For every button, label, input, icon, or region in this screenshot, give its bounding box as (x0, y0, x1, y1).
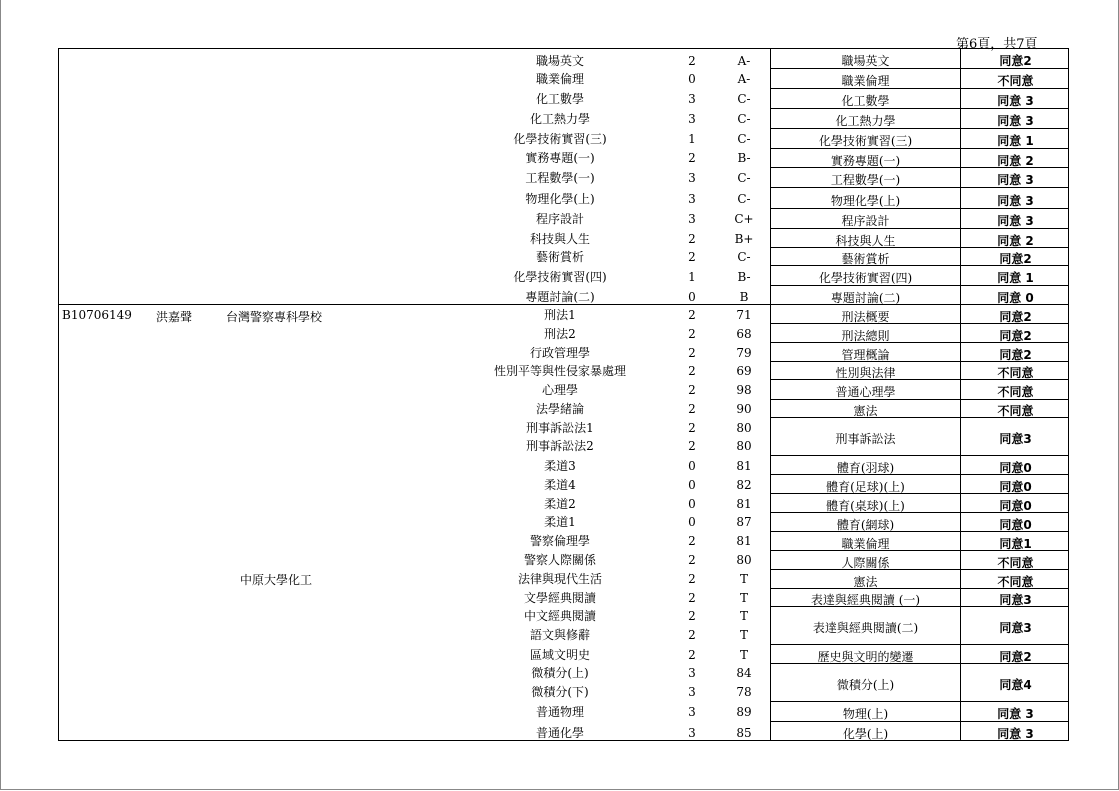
course-name: 性別平等與性侵家暴處理 (493, 364, 626, 378)
course-grade: 80 (736, 553, 752, 567)
equivalent-row (770, 109, 1069, 129)
equivalent-row (770, 551, 1069, 570)
decision-cell (960, 266, 1070, 285)
decision-cell (960, 532, 1070, 550)
equivalent-row (770, 400, 1069, 418)
decision-cell (960, 570, 1070, 588)
equivalent-course: 管理概論 (841, 348, 890, 362)
course-grade: T (739, 609, 748, 623)
equivalent-course: 表達與經典閱讀(二) (812, 621, 919, 635)
course-grade: 81 (736, 497, 752, 511)
equivalent-course: 憲法 (853, 404, 878, 418)
approval-decision: 同意 3 (997, 214, 1034, 228)
course-name: 法律與現代生活 (517, 572, 602, 586)
equivalent-course: 科技與人生 (835, 234, 896, 248)
decision-cell (960, 188, 1070, 208)
equivalent-course: 化學(上) (842, 727, 889, 741)
decision-cell (960, 209, 1070, 228)
course-grade: A- (737, 72, 751, 86)
course-grade: C- (737, 132, 751, 146)
decision-cell (960, 400, 1070, 417)
approval-decision: 同意 1 (997, 134, 1034, 148)
student-name: 洪嘉聲 (156, 310, 193, 324)
equivalent-course: 性別與法律 (835, 366, 896, 380)
course-grade: T (739, 572, 748, 586)
course-grade: C- (737, 92, 751, 106)
course-name: 區域文明史 (529, 648, 590, 662)
approval-decision: 同意0 (999, 480, 1032, 494)
approval-decision: 不同意 (997, 575, 1034, 589)
approval-decision: 同意0 (999, 499, 1032, 513)
equivalent-row (770, 49, 1069, 69)
course-grade: C- (737, 250, 751, 264)
equivalent-row (770, 475, 1069, 494)
approval-decision: 同意2 (999, 310, 1032, 324)
decision-cell (960, 702, 1070, 721)
equivalent-course: 化工熱力學 (835, 114, 896, 128)
course-credit: 3 (688, 726, 696, 740)
decision-cell (960, 589, 1070, 606)
original-school-2: 中原大學化工 (240, 573, 313, 587)
course-credit: 2 (688, 232, 696, 246)
course-grade: 90 (736, 402, 752, 416)
equivalent-course: 人際關係 (841, 556, 890, 570)
decision-cell (960, 49, 1070, 68)
course-name: 刑法1 (544, 308, 576, 322)
decision-cell (960, 109, 1070, 128)
course-name: 程序設計 (535, 212, 584, 226)
equivalent-row (770, 513, 1069, 532)
approval-decision: 同意2 (999, 650, 1032, 664)
equivalent-row (770, 532, 1069, 551)
equivalent-course: 微積分(上) (836, 678, 895, 692)
course-credit: 2 (688, 364, 696, 378)
course-name: 柔道2 (544, 497, 576, 511)
course-grade: C+ (734, 212, 754, 226)
equivalent-course: 體育(網球) (836, 518, 895, 532)
approval-decision: 同意3 (999, 621, 1032, 635)
course-credit: 2 (688, 572, 696, 586)
course-name: 實務專題(一) (525, 151, 595, 165)
approval-decision: 同意 2 (997, 234, 1034, 248)
equivalent-row (770, 418, 1069, 456)
course-credit: 3 (688, 171, 696, 185)
course-name: 刑法2 (544, 327, 576, 341)
course-credit: 0 (688, 497, 696, 511)
equivalent-course: 刑事訴訟法 (835, 432, 896, 446)
course-grade: 78 (736, 685, 752, 699)
course-name: 心理學 (541, 383, 578, 397)
course-grade: A- (737, 54, 751, 68)
equivalent-row (770, 494, 1069, 513)
course-grade: B+ (734, 232, 754, 246)
course-credit: 2 (688, 383, 696, 397)
decision-cell (960, 664, 1070, 701)
equivalent-row (770, 645, 1069, 664)
decision-cell (960, 607, 1070, 644)
course-credit: 3 (688, 705, 696, 719)
course-name: 法學緒論 (535, 402, 584, 416)
course-name: 物理化學(上) (525, 192, 595, 206)
equivalent-course: 化工數學 (841, 94, 890, 108)
equivalent-course: 刑法概要 (841, 310, 890, 324)
approval-decision: 同意 2 (997, 154, 1034, 168)
equivalent-row (770, 266, 1069, 286)
course-name: 柔道3 (544, 459, 576, 473)
course-grade: 80 (736, 439, 752, 453)
course-name: 普通物理 (535, 705, 584, 719)
course-credit: 2 (688, 591, 696, 605)
decision-cell (960, 380, 1070, 399)
decision-cell (960, 722, 1070, 740)
course-credit: 1 (688, 270, 696, 284)
course-grade: 84 (736, 666, 752, 680)
course-name: 專題討論(二) (525, 290, 595, 304)
course-credit: 2 (688, 54, 696, 68)
decision-cell (960, 418, 1070, 455)
course-credit: 3 (688, 666, 696, 680)
approval-decision: 不同意 (997, 385, 1034, 399)
equivalent-course: 專題討論(二) (830, 291, 901, 305)
equivalent-row (770, 248, 1069, 266)
equivalent-course: 程序設計 (841, 214, 890, 228)
course-credit: 2 (688, 439, 696, 453)
course-grade: T (739, 648, 748, 662)
course-name: 化工數學 (535, 92, 584, 106)
equivalent-row (770, 69, 1069, 89)
equivalent-course: 刑法總則 (841, 329, 890, 343)
equivalent-row (770, 129, 1069, 149)
course-name: 刑事訴訟法2 (526, 439, 594, 453)
course-grade: 80 (736, 421, 752, 435)
equivalent-row (770, 168, 1069, 188)
equivalent-row (770, 305, 1069, 324)
course-grade: T (739, 628, 748, 642)
course-credit: 3 (688, 92, 696, 106)
course-grade: 79 (736, 346, 752, 360)
equivalent-course: 體育(足球)(上) (826, 480, 905, 494)
course-credit: 2 (688, 648, 696, 662)
course-credit: 2 (688, 421, 696, 435)
approval-decision: 不同意 (997, 366, 1034, 380)
equivalent-course: 憲法 (853, 575, 878, 589)
equivalent-course: 工程數學(一) (830, 173, 901, 187)
course-credit: 2 (688, 151, 696, 165)
course-credit: 2 (688, 402, 696, 416)
decision-cell (960, 513, 1070, 531)
course-credit: 3 (688, 212, 696, 226)
approval-decision: 同意 0 (997, 291, 1034, 305)
approval-decision: 同意4 (999, 678, 1032, 692)
course-name: 化學技術實習(四) (513, 270, 607, 284)
course-name: 柔道4 (544, 478, 576, 492)
decision-cell (960, 362, 1070, 379)
page-number: 第6頁，共7頁 (956, 37, 1038, 52)
approval-decision: 不同意 (997, 74, 1034, 88)
equivalent-row (770, 286, 1069, 305)
equivalent-course: 歷史與文明的變遷 (817, 650, 914, 664)
equivalent-row (770, 362, 1069, 380)
course-grade: 81 (736, 534, 752, 548)
course-grade: B- (737, 151, 751, 165)
course-name: 中文經典閱讀 (523, 609, 596, 623)
course-grade: 68 (736, 327, 752, 341)
equivalent-course: 體育(羽球) (836, 461, 895, 475)
decision-cell (960, 551, 1070, 569)
decision-cell (960, 229, 1070, 247)
approval-decision: 同意3 (999, 593, 1032, 607)
course-name: 行政管理學 (529, 346, 590, 360)
approval-decision: 不同意 (997, 404, 1034, 418)
decision-cell (960, 69, 1070, 88)
equivalent-course: 化學技術實習(三) (818, 134, 913, 148)
decision-cell (960, 494, 1070, 512)
course-credit: 2 (688, 327, 696, 341)
equivalent-row (770, 380, 1069, 400)
equivalent-course: 職業倫理 (841, 74, 890, 88)
course-name: 職業倫理 (535, 72, 584, 86)
equivalent-row (770, 607, 1069, 645)
course-grade: 81 (736, 459, 752, 473)
approval-decision: 同意1 (999, 537, 1032, 551)
approval-decision: 同意 3 (997, 114, 1034, 128)
course-credit: 2 (688, 609, 696, 623)
approval-decision: 同意 3 (997, 194, 1034, 208)
course-name: 科技與人生 (529, 232, 590, 246)
equivalent-course: 表達與經典閱讀 (一) (810, 593, 921, 607)
approval-decision: 同意0 (999, 518, 1032, 532)
course-name: 化學技術實習(三) (513, 132, 607, 146)
decision-cell (960, 324, 1070, 342)
course-credit: 2 (688, 250, 696, 264)
equivalent-row (770, 188, 1069, 209)
course-name: 文學經典閱讀 (523, 591, 596, 605)
equivalent-row (770, 343, 1069, 362)
course-name: 柔道1 (544, 515, 576, 529)
approval-decision: 同意 3 (997, 727, 1034, 741)
course-name: 普通化學 (535, 726, 584, 740)
course-name: 微積分(下) (531, 685, 589, 699)
course-name: 職場英文 (535, 54, 584, 68)
course-credit: 3 (688, 685, 696, 699)
course-grade: 85 (736, 726, 752, 740)
course-credit: 0 (688, 515, 696, 529)
equivalent-row (770, 149, 1069, 168)
course-credit: 3 (688, 192, 696, 206)
course-credit: 2 (688, 628, 696, 642)
approval-decision: 同意 1 (997, 271, 1034, 285)
decision-cell (960, 129, 1070, 148)
course-grade: T (739, 591, 748, 605)
equivalent-row (770, 229, 1069, 248)
course-credit: 3 (688, 112, 696, 126)
decision-cell (960, 456, 1070, 474)
equivalent-course: 職業倫理 (841, 537, 890, 551)
decision-cell (960, 475, 1070, 493)
approval-decision: 同意 3 (997, 707, 1034, 721)
approval-decision: 同意2 (999, 54, 1032, 68)
decision-cell (960, 343, 1070, 361)
course-credit: 2 (688, 534, 696, 548)
decision-cell (960, 286, 1070, 304)
decision-cell (960, 149, 1070, 167)
course-credit: 2 (688, 553, 696, 567)
course-name: 工程數學(一) (525, 171, 595, 185)
equivalent-row (770, 589, 1069, 607)
course-credit: 2 (688, 308, 696, 322)
equivalent-row (770, 456, 1069, 475)
course-name: 語文與修辭 (529, 628, 590, 642)
course-grade: C- (737, 192, 751, 206)
equivalent-course: 物理(上) (842, 707, 889, 721)
approval-decision: 同意2 (999, 329, 1032, 343)
course-grade: 87 (736, 515, 752, 529)
course-credit: 0 (688, 72, 696, 86)
approval-decision: 同意2 (999, 252, 1032, 266)
approval-decision: 同意3 (999, 432, 1032, 446)
approval-decision: 同意0 (999, 461, 1032, 475)
decision-cell (960, 645, 1070, 663)
course-credit: 0 (688, 478, 696, 492)
course-grade: 89 (736, 705, 752, 719)
equivalent-course: 職場英文 (841, 54, 890, 68)
equivalent-row (770, 89, 1069, 109)
equivalent-course: 普通心理學 (835, 385, 896, 399)
course-name: 刑事訴訟法1 (526, 421, 594, 435)
course-name: 化工熱力學 (529, 112, 590, 126)
approval-decision: 同意 3 (997, 173, 1034, 187)
course-credit: 2 (688, 346, 696, 360)
equivalent-course: 體育(桌球)(上) (826, 499, 905, 513)
equivalent-row (770, 702, 1069, 722)
course-grade: 71 (736, 308, 752, 322)
student-separator (58, 304, 770, 305)
course-name: 微積分(上) (531, 666, 589, 680)
course-grade: C- (737, 171, 751, 185)
course-grade: 98 (736, 383, 752, 397)
course-name: 警察倫理學 (529, 534, 590, 548)
approval-decision: 同意 3 (997, 94, 1034, 108)
course-name: 警察人際關係 (523, 553, 596, 567)
decision-cell (960, 168, 1070, 187)
course-credit: 0 (688, 290, 696, 304)
student-id: B10706149 (62, 308, 132, 322)
course-grade: B (739, 290, 749, 304)
course-grade: 82 (736, 478, 752, 492)
course-credit: 0 (688, 459, 696, 473)
course-name: 藝術賞析 (535, 250, 584, 264)
course-grade: C- (737, 112, 751, 126)
course-grade: B- (737, 270, 751, 284)
equivalent-row (770, 664, 1069, 702)
equivalent-row (770, 209, 1069, 229)
original-school: 台灣警察專科學校 (226, 310, 323, 324)
equivalent-course: 實務專題(一) (830, 154, 901, 168)
approval-decision: 同意2 (999, 348, 1032, 362)
decision-cell (960, 89, 1070, 108)
equivalent-course: 物理化學(上) (830, 194, 901, 208)
equivalent-course: 藝術賞析 (841, 252, 890, 266)
decision-cell (960, 305, 1070, 323)
course-credit: 1 (688, 132, 696, 146)
course-grade: 69 (736, 364, 752, 378)
decision-cell (960, 248, 1070, 265)
equivalent-course: 化學技術實習(四) (818, 271, 913, 285)
approval-decision: 不同意 (997, 556, 1034, 570)
equivalent-row (770, 570, 1069, 589)
equivalent-row (770, 722, 1069, 741)
equivalent-row (770, 324, 1069, 343)
